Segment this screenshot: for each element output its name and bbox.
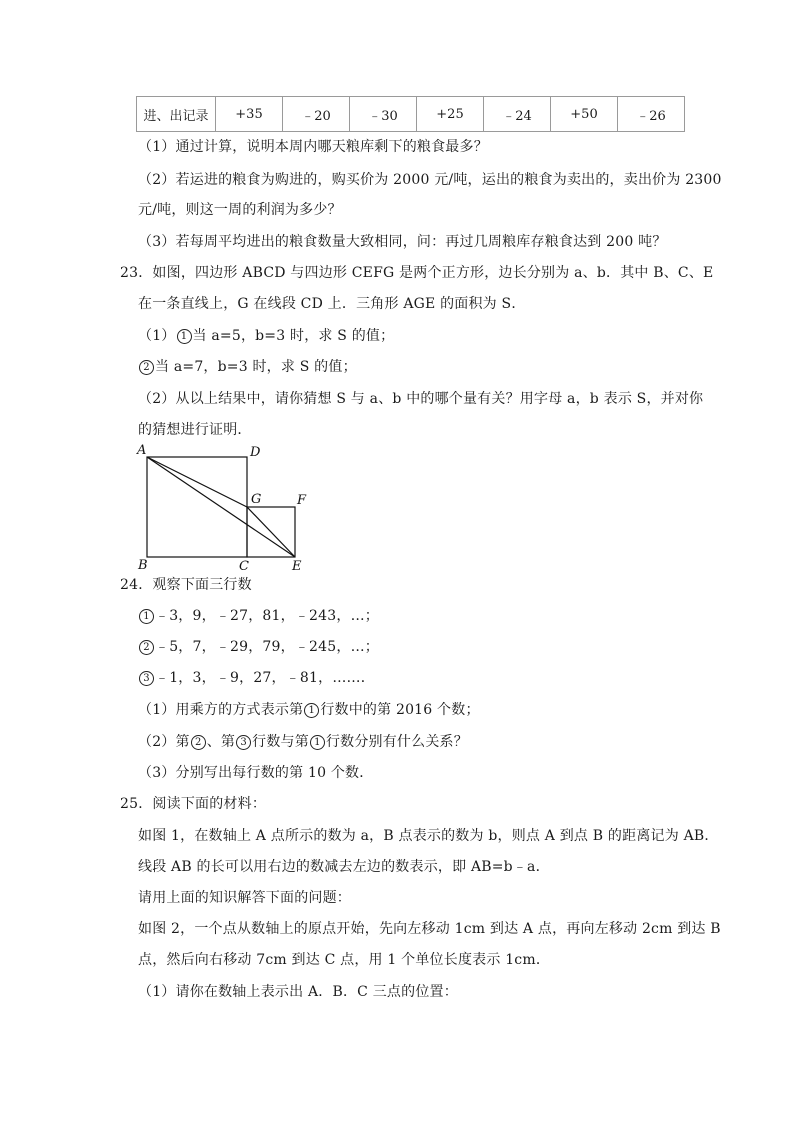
table-cell: ﹣20 (283, 97, 350, 132)
q24-part2-a: （2）第 (138, 734, 190, 750)
circled-number: 3 (139, 671, 154, 686)
circled-number: 1 (177, 329, 192, 344)
q23-part2-line2: 的猜想进行证明． (138, 422, 252, 438)
q24-part2-d: 行数分别有什么关系？ (325, 734, 468, 750)
circled-number: 2 (139, 360, 154, 375)
q22-part1: （1）通过计算，说明本周内哪天粮库剩下的粮食最多？ (138, 139, 488, 155)
squares-figure (132, 440, 322, 575)
q24-row3 (138, 668, 375, 688)
q24-part1 (138, 700, 480, 720)
q25-line6: （1）请你在数轴上表示出 A．B．C 三点的位置： (138, 984, 458, 1000)
table-cell: ﹣26 (618, 97, 685, 132)
q24-row1 (138, 606, 379, 626)
table-row (137, 97, 685, 132)
q24-part1-pre: （1）用乘方的方式表示第 (138, 702, 304, 718)
circled-number: 1 (304, 703, 319, 718)
circled-number: 3 (236, 735, 251, 750)
q23-part1-prefix: （1） (138, 328, 176, 344)
q24-part2-c: 行数与第 (252, 734, 309, 750)
q24-part3: （3）分别写出每行数的第 10 个数． (138, 765, 374, 781)
segment-ag (147, 457, 247, 507)
q25-title: 25．阅读下面的材料： (120, 796, 267, 812)
table-cell: ﹣24 (484, 97, 551, 132)
q23-stem-line1: 23．如图，四边形 ABCD 与四边形 CEFG 是两个正方形，边长分别为 a、b．其中 B、C、E (120, 265, 714, 281)
table-cell: +25 (417, 97, 484, 132)
label-a: A (137, 443, 147, 458)
circled-number: 1 (310, 735, 325, 750)
square-abcd (147, 457, 247, 557)
label-f: F (297, 493, 307, 508)
q23-part2-line1: （2）从以上结果中，请你猜想 S 与 a、b 中的哪个量有关？用字母 a，b 表示 S，并对你 (138, 391, 704, 407)
q23-stem-line2: 在一条直线上，G 在线段 CD 上．三角形 AGE 的面积为 S． (138, 296, 526, 312)
table-cell: +35 (216, 97, 283, 132)
segment-ge (247, 507, 295, 557)
q22-part2-line2: 元/吨，则这一周的利润为多少？ (138, 202, 342, 218)
grain-record-table (136, 96, 685, 132)
q23-part1-b-text: 当 a=7，b=3 时，求 S 的值； (155, 359, 357, 375)
q24-part2 (138, 732, 468, 752)
q22-part3: （3）若每周平均进出的粮食数量大致相同，问：再过几周粮库存粮食达到 200 吨？ (138, 234, 667, 250)
circled-number: 1 (139, 609, 154, 624)
q25-line3: 请用上面的知识解答下面的问题： (138, 890, 351, 906)
table-cell: +50 (551, 97, 618, 132)
label-e: E (292, 559, 302, 574)
label-c: C (239, 559, 249, 574)
label-g: G (251, 492, 262, 507)
q23-part1-a-text: 当 a=5，b=3 时，求 S 的值； (192, 328, 395, 344)
q24-row2 (138, 637, 379, 657)
q25-line4: 如图 2，一个点从数轴上的原点开始，先向左移动 1cm 到达 A 点，再向左移动 2cm 到达 B (138, 921, 721, 937)
q25-line5: 点，然后向右移动 7cm 到达 C 点，用 1 个单位长度表示 1cm． (138, 952, 551, 968)
q25-line2: 线段 AB 的长可以用右边的数减去左边的数表示，即 AB=b﹣a． (138, 859, 550, 875)
q24-row2-text: ﹣5，7，﹣29，79，﹣245，…； (155, 639, 379, 655)
q24-row1-text: ﹣3，9，﹣27，81，﹣243，…； (155, 608, 379, 624)
circled-number: 2 (191, 735, 206, 750)
q24-row3-text: ﹣1，3，﹣9，27，﹣81，……． (155, 670, 375, 686)
q23-part1-b (138, 357, 357, 377)
q23-part1-a (138, 326, 394, 346)
q22-part2-line1: （2）若运进的粮食为购进的，购买价为 2000 元/吨，运出的粮食为卖出的，卖出价为 2300 (138, 172, 722, 188)
table-cell: ﹣30 (350, 97, 417, 132)
circled-number: 2 (139, 640, 154, 655)
label-b: B (138, 558, 148, 573)
q24-title: 24．观察下面三行数 (120, 577, 252, 593)
q24-part1-post: 行数中的第 2016 个数； (320, 702, 480, 718)
table-header-cell: 进、出记录 (137, 97, 216, 132)
q24-part2-b: 、第 (206, 734, 236, 750)
q25-line1: 如图 1，在数轴上 A 点所示的数为 a，B 点表示的数为 b，则点 A 到点 B 的距离记为 AB． (138, 828, 719, 844)
label-d: D (250, 445, 261, 460)
